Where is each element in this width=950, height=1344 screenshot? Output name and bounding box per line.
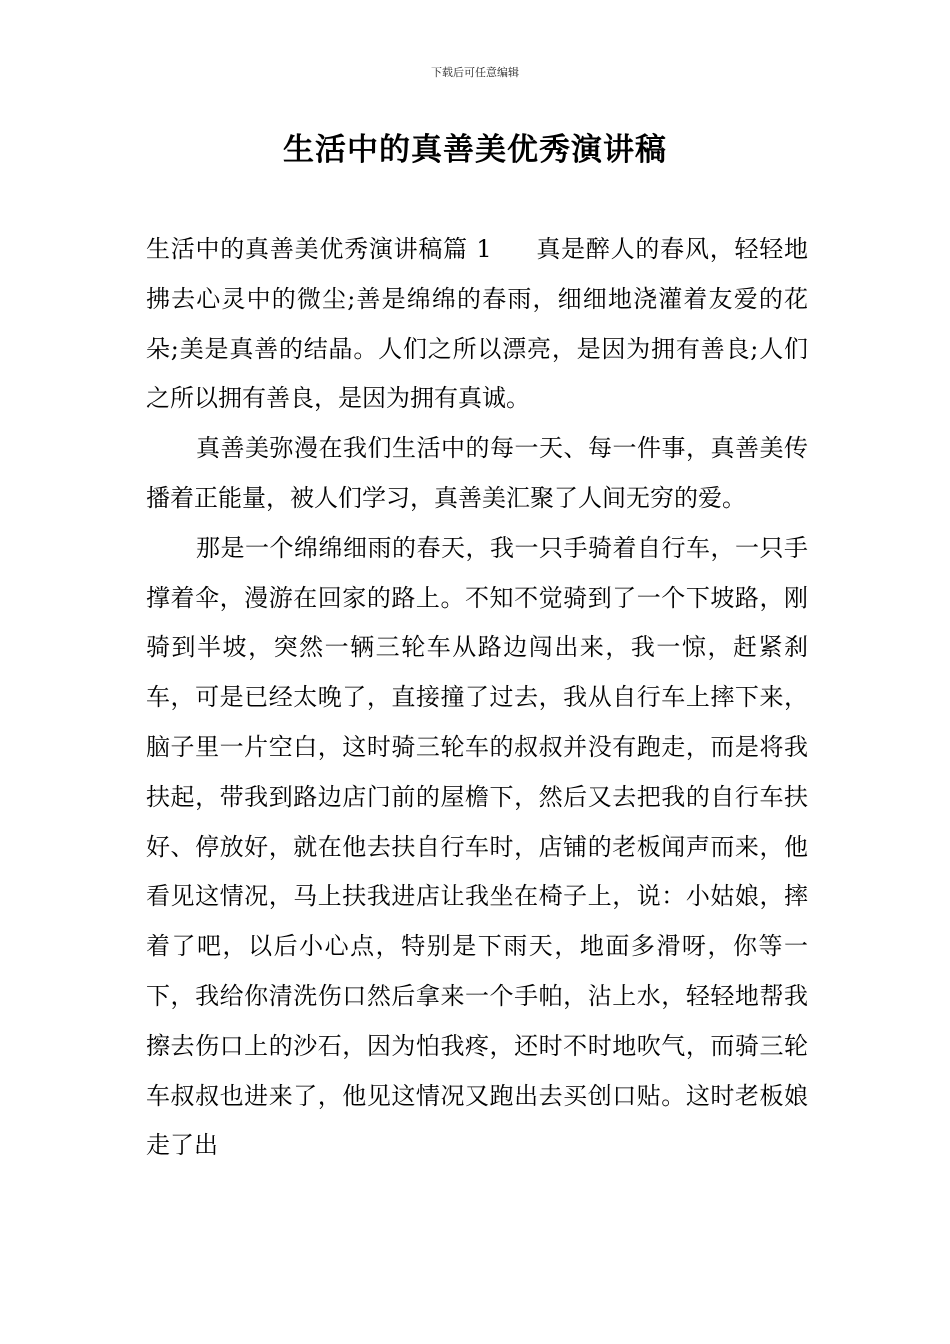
section-heading: 生活中的真善美优秀演讲稿篇 1	[146, 235, 492, 263]
paragraph-text: 真是醉人的春风，轻轻地拂去心灵中的微尘;善是绵绵的春雨，细细地浇灌着友爱的花朵;美是真善的结晶。人们之所以漂亮，是因为拥有善良;人们之所以拥有善良，是因为拥有真诚。	[146, 235, 808, 413]
document-title: 生活中的真善美优秀演讲稿	[283, 132, 667, 168]
paragraph-2: 真善美弥漫在我们生活中的每一天、每一件事，真善美传播着正能量，被人们学习，真善美汇聚了人间无穷的爱。	[146, 434, 808, 512]
paragraph-3: 那是一个绵绵细雨的春天，我一只手骑着自行车，一只手撑着伞，漫游在回家的路上。不知不觉骑到了一个下坡路，刚骑到半坡，突然一辆三轮车从路边闯出来，我一惊，赶紧刹车，可是已经太晚了，直接撞了过去，我从自行车上摔下来，脑子里一片空白，这时骑三轮车的叔叔并没有跑走，而是将我扶起，带我到路边店门前的屋檐下，然后又去把我的自行车扶好、停放好，就在他去扶自行车时，店铺的老板闻声而来，他看见这情况，马上扶我进店让我坐在椅子上，说：小姑娘，摔着了吧，以后小心点，特别是下雨天，地面多滑呀，你等一下，我给你清洗伤口然后拿来一个手帕，沾上水，轻轻地帮我擦去伤口上的沙石，因为怕我疼，还时不时地吹气，而骑三轮车叔叔也进来了，他见这情况又跑出去买创口贴。这时老板娘走了出	[146, 533, 808, 1160]
header-note: 下载后可任意编辑	[431, 66, 519, 79]
document-body	[146, 225, 808, 1171]
paragraph-1	[146, 225, 808, 424]
